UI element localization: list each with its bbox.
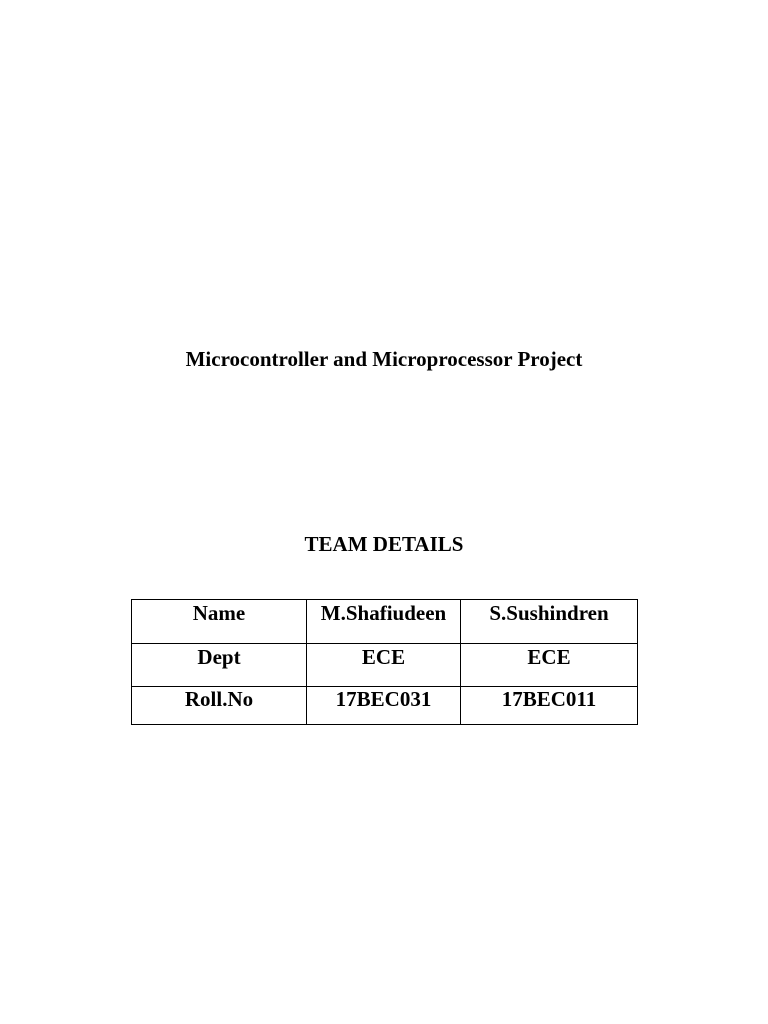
member1-rollno: 17BEC031 [307,687,461,725]
team-details-heading: TEAM DETAILS [304,532,464,556]
member1-name: M.Shafiudeen [307,600,461,644]
document-title: Microcontroller and Microprocessor Project [185,347,583,371]
row-label-name: Name [132,600,307,644]
member1-dept: ECE [307,644,461,687]
member2-name: S.Sushindren [461,600,638,644]
table-row-rollno [132,687,638,725]
table-row-dept [132,644,638,687]
team-details-table [131,599,638,725]
row-label-rollno: Roll.No [132,687,307,725]
member2-dept: ECE [461,644,638,687]
table-row-name [132,600,638,644]
member2-rollno: 17BEC011 [461,687,638,725]
row-label-dept: Dept [132,644,307,687]
